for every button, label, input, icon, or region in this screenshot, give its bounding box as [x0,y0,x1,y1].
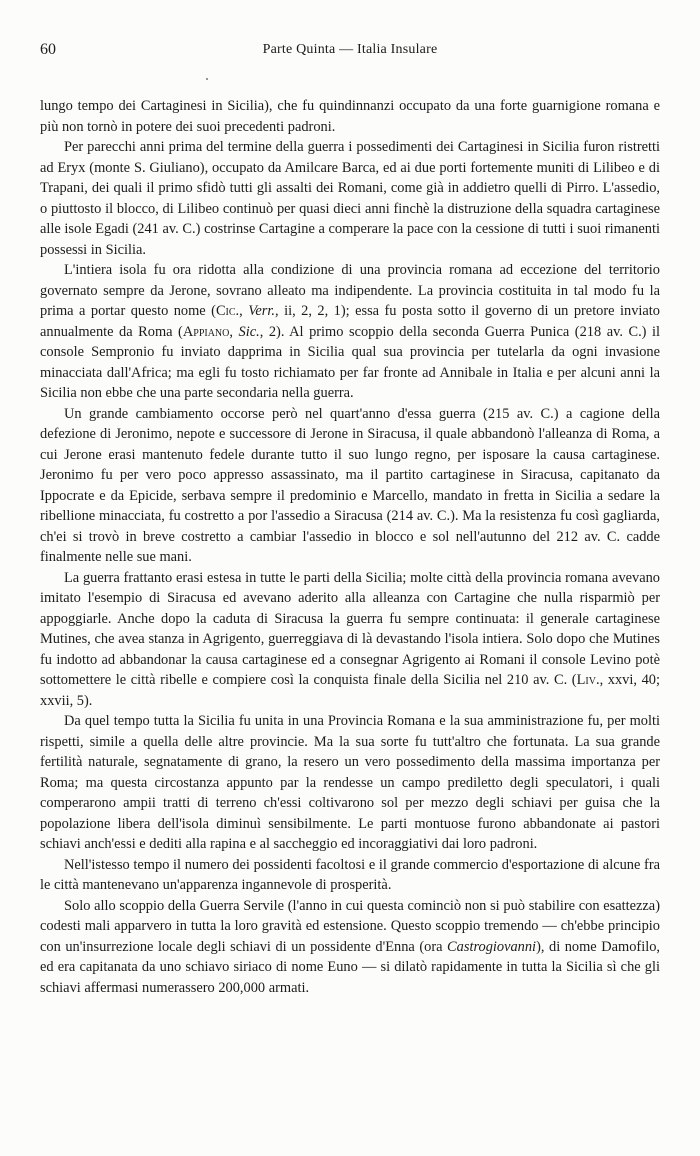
paragraph-3-text-e: , 2). Al primo scoppio della seconda Guerra Punica (218 av. C.) il console Sempronio fu inviato dapprima in Sicilia qual sua provincia per tutelarla da ogni invasione minacciata dall'Africa; ma egli fu tosto richiamato per far fronte ad Annibale in Italia e per alcuni anni la Sicilia non ebbe che una parte secondaria nella guerra. [40,323,660,401]
citation-appiano: Appiano [182,323,230,340]
paragraph-3-text-d: , [229,323,239,340]
paragraph-3-text-a: L'intiera isola fu ora ridotta alla condizione di una provincia romana ad eccezione del territorio governato sempre da Jerone, sovrano alleato ma indipendente. La provincia costituita in tal modo fu la prima a portar questo nome ( [40,262,660,319]
paragraph-6: Da quel tempo tutta la Sicilia fu unita in una Provincia Romana e la sua amministrazione fu, per molti rispetti, simile a quella delle altre provincie. Ma la sua sorte fu tutt'altro che fortunata. La sua grande fertilità naturale, segnatamente di grano, la resero un vero possedimento della massima importanza per Roma; ma questa circostanza appunto par la rendesse un campo prediletto degli speculatori, i quali comperarono ampii tratti di terreno ch'essi coltivarono sol per mezzo degli schiavi per guisa che la popolazione libera dell'isola diminuì sensibilmente. Le parti montuose furono abbandonate ai pastori schiavi anch'essi e dediti alla rapina e al saccheggio ed incoraggiativi dai loro padroni. [40,713,660,852]
print-speck [206,78,208,80]
paragraph-8-text-a: Solo allo scoppio della Guerra Servile (l'anno in cui questa cominciò non si può stabilire con esattezza) codesti mali apparvero in tutta la loro gravità ed estensione. Questo scoppio tremendo — ch'ebbe principio con un'insurrezione locale degli schiavi di un possidente d'Enna (ora [40,897,660,955]
place-castrogiovanni: Castrogiovanni [447,938,537,955]
paragraph-3-text-b: , [239,303,249,319]
body-text [40,96,660,998]
paragraph-7: Nell'istesso tempo il numero dei possidenti facoltosi e il grande commercio d'esportazione di alcune fra le città mantenevano un'apparenza ingannevole di prosperità. [40,856,660,893]
paragraph-1: lungo tempo dei Cartaginesi in Sicilia), che fu quindinnanzi occupato da una forte guarnigione romana e più non tornò in potere dei suoi precedenti padroni. [40,98,660,135]
citation-livy: Liv. [576,672,600,688]
paragraph-8-text-b: ), di nome Damofilo, ed era capitanata da uno schiavo siriaco di nome Euno — si dilatò rapidamente in tutta la Sicilia sì che gli schiavi affermasi numerassero 200,000 armati. [40,938,660,996]
paragraph-3-text-c: , ii, 2, 2, 1); essa fu posta sotto il governo di un pretore inviato annualmente da Roma ( [40,303,660,340]
citation-cicero: Cic. [215,303,240,319]
paragraph-8 [40,896,660,999]
paragraph-4: Un grande cambiamento occorse però nel quart'anno d'essa guerra (215 av. C.) a cagione della defezione di Jeronimo, nepote e successore di Jerone in Siracusa, il quale abbandonò l'alleanza di Roma, a cui Jerone erasi mantenuto fedele durante tutto il suo lungo regno, per isposare la causa cartaginese. Jeronimo fu per vero poco appresso assassinato, ma il partito cartaginese in Siracusa, capitanato da Ippocrate e da Epicide, serbava sempre il predominio e Marcello, mandato in fretta in Sicilia a sedare la ribellione minacciata, fu costretto a por l'assedio a Siracusa (214 av. C.). Ma la resistenza fu così gagliarda, ch'ei si trovò in breve costretto a cambiar l'assedio in blocco e sol nell'autunno del 212 av. C. cadde finalmente nelle sue mani. [40,405,660,565]
citation-sic: Sic. [238,323,260,340]
running-title: Parte Quinta — Italia Insulare [262,42,438,57]
paragraph-5 [40,568,660,712]
paragraph-5-text-b: , xxvi, 40; xxvii, 5). [40,672,660,709]
page-number: 60 [40,41,56,58]
paragraph-3 [40,260,660,404]
paragraph-2: Per parecchi anni prima del termine della guerra i possedimenti dei Cartaginesi in Sicilia furon ristretti ad Eryx (monte S. Giuliano), occupato da Amilcare Barca, ed ai due porti fortemente muniti di Lilibeo e di Trapani, dei quali il primo sfidò tutti gli assalti dei Romani, come già in addietro quelli di Pirro. L'assedio, o piuttosto il blocco, di Lilibeo continuò per quasi dieci anni finchè la distruzione della squadra cartaginese alle isole Egadi (241 av. C.) costrinse Cartagine a comperare la pace con la cessione di tutti i suoi rimanenti possessi in Sicilia. [40,139,660,258]
citation-verrine: Verr. [248,303,276,319]
running-header [40,40,660,60]
paragraph-5-text-a: La guerra frattanto erasi estesa in tutte le parti della Sicilia; molte città della provincia romana avevano imitato l'esempio di Siracusa ed avevano aderito alla alleanza con Cartagine che nulla risparmiò per appoggiarle. Anche dopo la caduta di Siracusa la guerra fu sempre continuata: il generale cartaginese Mutines, che avea stanza in Agrigento, guerreggiava di là devastando l'isola intiera. Solo dopo che Mutines fu indotto ad abbandonar la causa cartaginese ed a consegnar Agrigento ai Romani il console Levino potè sottomettere le città ribelle e compiere così la conquista finale della Sicilia nel 210 av. C. ( [40,569,660,688]
